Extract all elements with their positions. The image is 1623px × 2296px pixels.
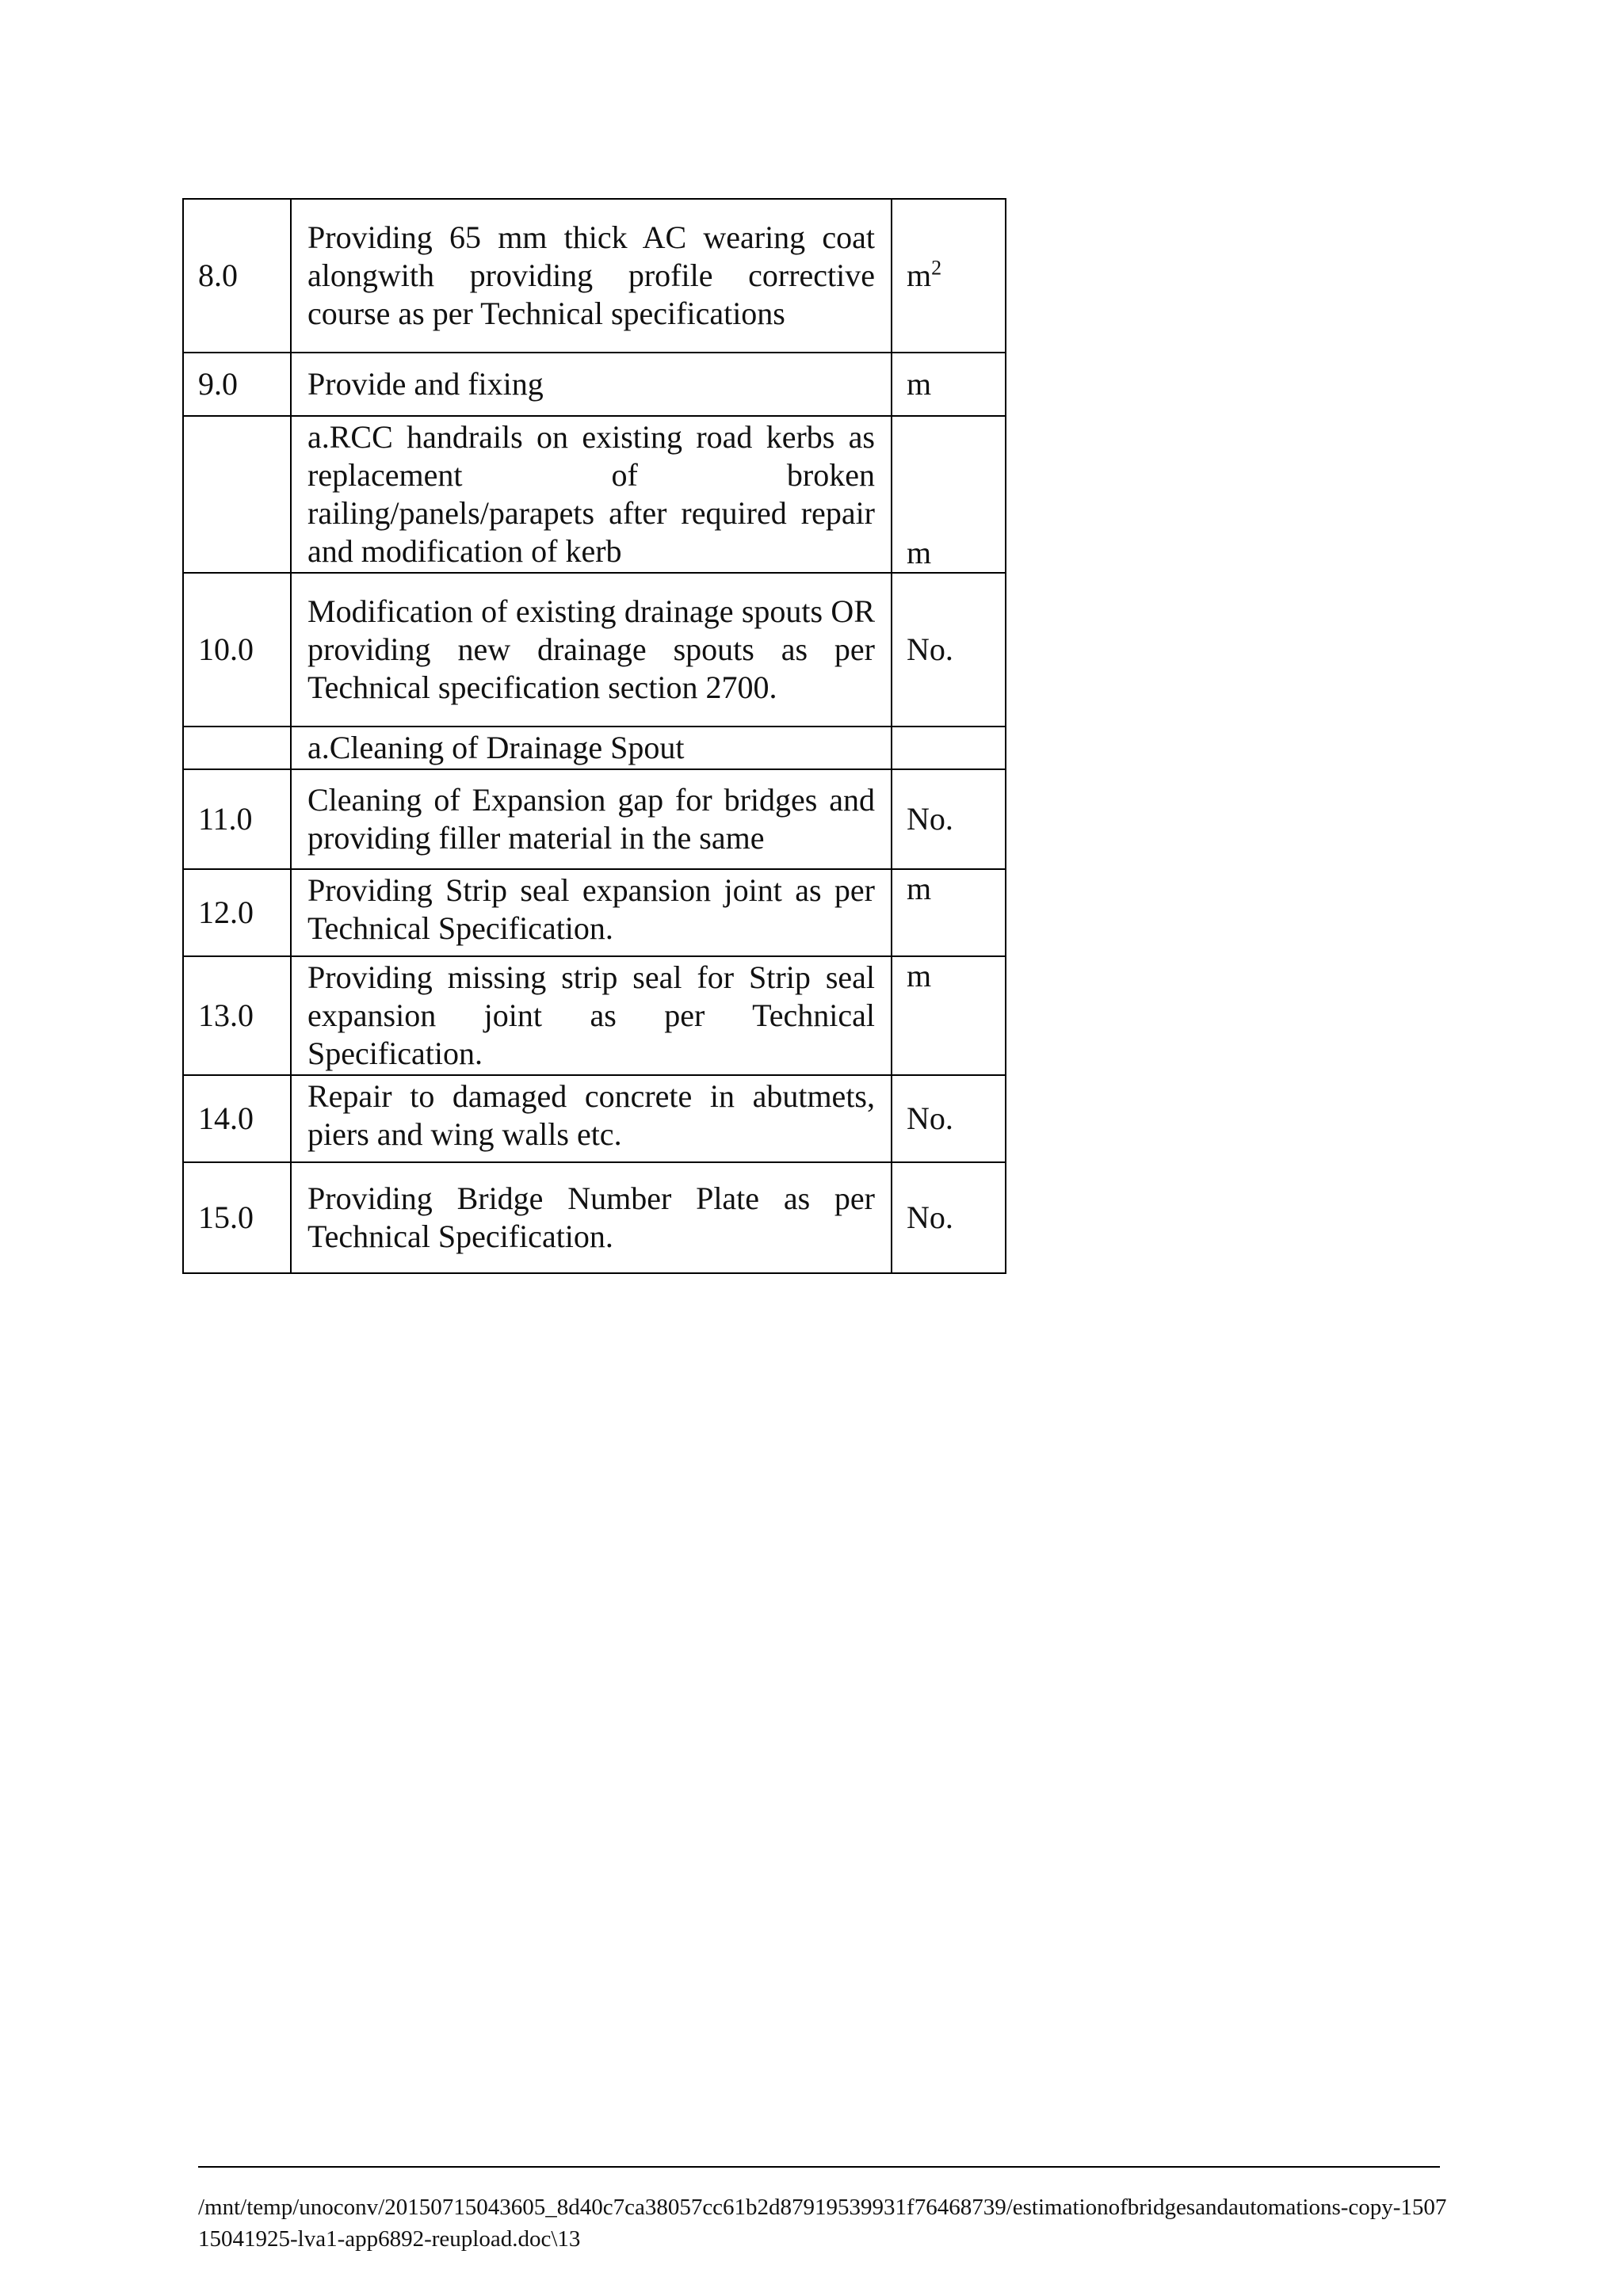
- footer-file-path: /mnt/temp/unoconv/20150715043605_8d40c7ca38057cc61b2d87919539931f76468739/estimationofbridgesandautomations-copy-150715041925-lva1-app6892-reupload.doc\13: [198, 2195, 1447, 2252]
- item-unit: m: [892, 353, 1006, 416]
- item-unit: m: [892, 956, 1006, 1075]
- item-description: Providing Strip seal expansion joint as per Technical Specification.: [291, 869, 892, 956]
- item-description: Provide and fixing: [291, 353, 892, 416]
- item-unit: No.: [892, 1162, 1006, 1273]
- item-unit: No.: [892, 769, 1006, 869]
- item-number: 10.0: [183, 573, 291, 727]
- item-number: 12.0: [183, 869, 291, 956]
- item-description: Providing missing strip seal for Strip seal expansion joint as per Technical Specification.: [291, 956, 892, 1075]
- item-unit: m: [892, 869, 1006, 956]
- item-description: Cleaning of Expansion gap for bridges and providing filler material in the same: [291, 769, 892, 869]
- item-number: 11.0: [183, 769, 291, 869]
- item-description: a.RCC handrails on existing road kerbs as replacement of broken railing/panels/parapets after required repair and modification of kerb: [291, 416, 892, 573]
- footer-divider: [198, 2166, 1440, 2168]
- table-row: [183, 769, 1006, 869]
- table-row: [183, 353, 1006, 416]
- bill-of-quantities-table: [182, 198, 1006, 1274]
- item-description: a.Cleaning of Drainage Spout: [291, 727, 892, 769]
- table-row: [183, 1162, 1006, 1273]
- item-unit: [892, 199, 1006, 353]
- item-unit: [892, 727, 1006, 769]
- unit-base: m: [907, 257, 932, 293]
- item-number: 9.0: [183, 353, 291, 416]
- item-number: 14.0: [183, 1075, 291, 1162]
- item-number: [183, 416, 291, 573]
- item-description: Providing Bridge Number Plate as per Technical Specification.: [291, 1162, 892, 1273]
- table-row: [183, 1075, 1006, 1162]
- table-row: [183, 727, 1006, 769]
- table-row: [183, 416, 1006, 573]
- item-description: Repair to damaged concrete in abutmets, piers and wing walls etc.: [291, 1075, 892, 1162]
- table-row: [183, 869, 1006, 956]
- item-description: Providing 65 mm thick AC wearing coat alongwith providing profile corrective course as per Technical specifications: [291, 199, 892, 353]
- item-unit: m: [892, 416, 1006, 573]
- item-unit: No.: [892, 573, 1006, 727]
- item-number: 15.0: [183, 1162, 291, 1273]
- item-number: 13.0: [183, 956, 291, 1075]
- item-number: [183, 727, 291, 769]
- item-number: 8.0: [183, 199, 291, 353]
- item-description: Modification of existing drainage spouts OR providing new drainage spouts as per Technical specification section 2700.: [291, 573, 892, 727]
- item-unit: No.: [892, 1075, 1006, 1162]
- table-row: [183, 573, 1006, 727]
- unit-superscript: 2: [931, 256, 942, 280]
- table-row: [183, 956, 1006, 1075]
- table-row: [183, 199, 1006, 353]
